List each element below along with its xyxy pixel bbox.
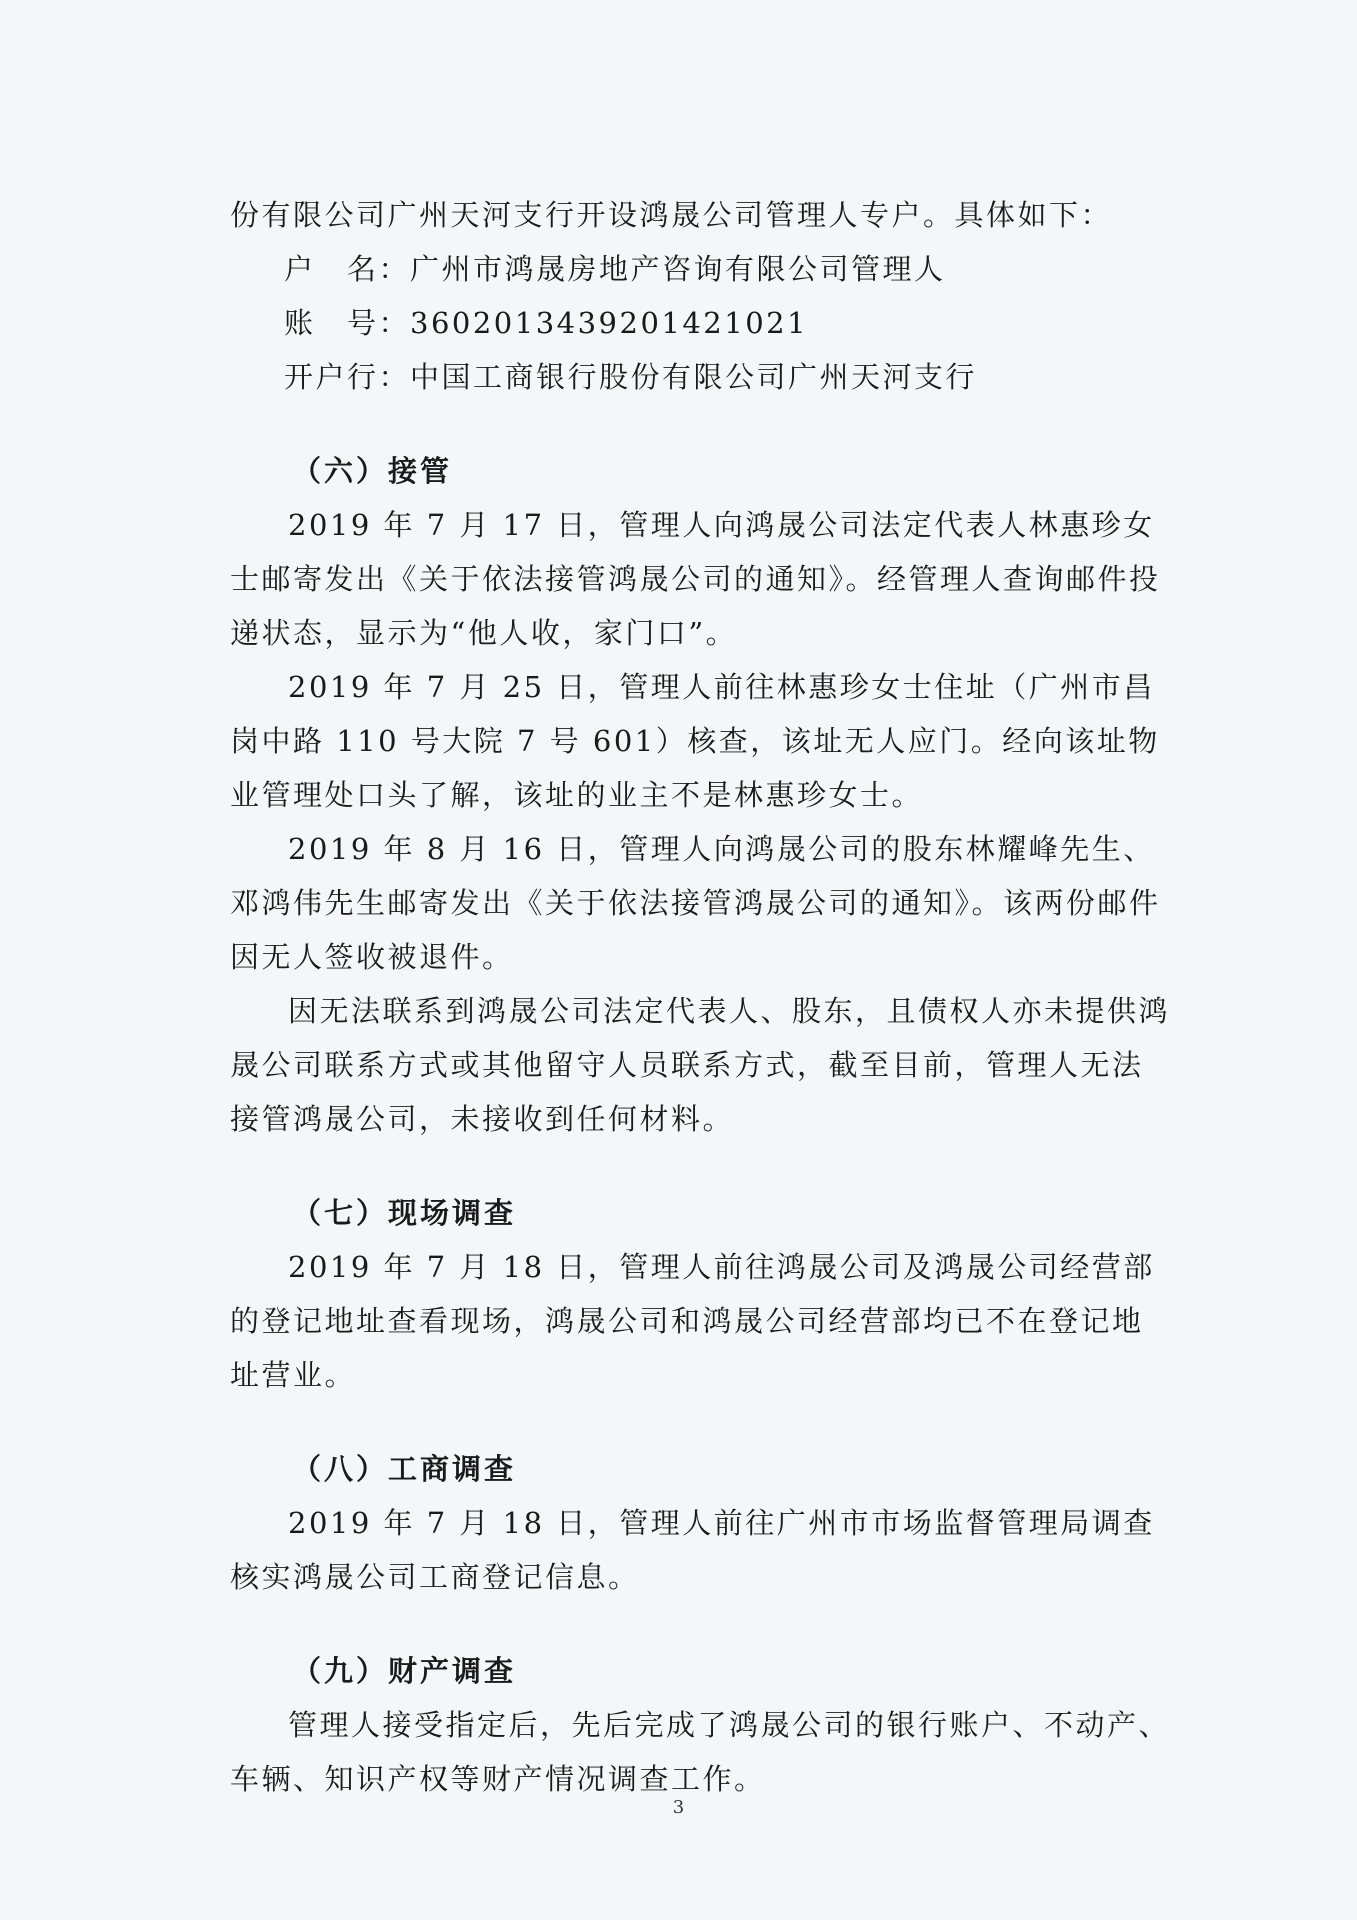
paragraph: 2019 年 7 月 18 日，管理人前往广州市市场监督管理局调查核实鸿晟公司工商登记信息。 [230, 1506, 1155, 1594]
spacer [230, 1402, 1170, 1442]
paragraph: 2019 年 7 月 17 日，管理人向鸿晟公司法定代表人林惠珍女士邮寄发出《关于依法接管鸿晟公司的通知》。经管理人查询邮件投递状态，显示为“他人收，家门口”。 [230, 508, 1161, 650]
spacer [230, 1146, 1170, 1186]
account-number: 账 号：3602013439201421021 [284, 306, 809, 340]
paragraph: 管理人接受指定后，先后完成了鸿晟公司的银行账户、不动产、车辆、知识产权等财产情况调查工作。 [230, 1708, 1171, 1796]
spacer [230, 1604, 1170, 1644]
section-heading-property: （九）财产调查 [292, 1654, 517, 1688]
section-heading-business: （八）工商调查 [292, 1452, 517, 1486]
section-heading-takeover: （六）接管 [292, 454, 453, 488]
account-bank: 开户行：中国工商银行股份有限公司广州天河支行 [284, 360, 978, 394]
page-number: 3 [672, 1797, 685, 1818]
section-heading-site: （七）现场调查 [292, 1196, 517, 1230]
spacer [230, 404, 1170, 444]
paragraph: 2019 年 8 月 16 日，管理人向鸿晟公司的股东林耀峰先生、邓鸿伟先生邮寄发出《关于依法接管鸿晟公司的通知》。该两份邮件因无人签收被退件。 [230, 832, 1161, 974]
document-body [230, 188, 1170, 1806]
paragraph: 2019 年 7 月 18 日，管理人前往鸿晟公司及鸿晟公司经营部的登记地址查看现场，鸿晟公司和鸿晟公司经营部均已不在登记地址营业。 [230, 1250, 1155, 1392]
intro-line: 份有限公司广州天河支行开设鸿晟公司管理人专户。具体如下： [230, 198, 1113, 232]
paragraph: 2019 年 7 月 25 日，管理人前往林惠珍女士住址（广州市昌岗中路 110 号大院 7 号 601）核查，该址无人应门。经向该址物业管理处口头了解，该址的业主不是林惠珍女士。 [230, 670, 1160, 812]
paragraph: 因无法联系到鸿晟公司法定代表人、股东，且债权人亦未提供鸿晟公司联系方式或其他留守人员联系方式，截至目前，管理人无法接管鸿晟公司，未接收到任何材料。 [230, 994, 1171, 1136]
account-name: 户 名：广州市鸿晟房地产咨询有限公司管理人 [284, 252, 946, 286]
